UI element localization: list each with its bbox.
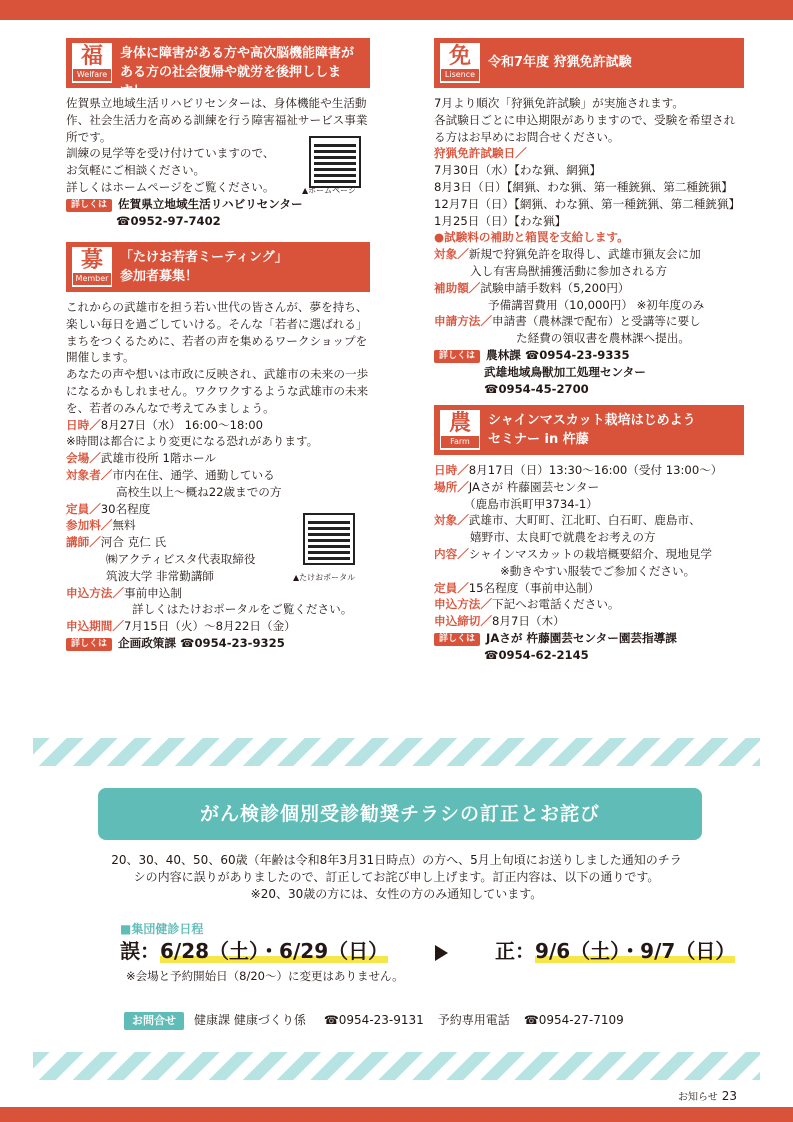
member-body: あなたの声や想いは市政に反映され、武雄市の未来の一歩になるかもしれません。ワクワクするような武雄市の未来を、若者のみんなで考えてみましょう。 xyxy=(66,367,369,415)
decorative-stripe-top xyxy=(33,738,760,766)
member-capacity: 30名程度 xyxy=(100,501,151,516)
correction-title: がん検診個別受診勧奨チラシの訂正とお詫び xyxy=(98,788,702,840)
license-target: 新規で狩猟免許を取得し、武雄市猟友会に加 xyxy=(468,247,701,262)
farm-target: 武雄市、大町町、江北町、白石町、鹿島市、 xyxy=(468,513,701,528)
farm-venue-label: 場所／ xyxy=(434,479,469,494)
top-accent-bar xyxy=(0,0,793,20)
correction-note: ※会場と予約開始日（8/20～）に変更はありません。 xyxy=(126,969,404,983)
farm-venue: （鹿島市浜町甲3734-1） xyxy=(464,496,598,511)
license-header xyxy=(434,38,744,88)
farm-venue: JAさが 杵藤園芸センター xyxy=(468,479,600,494)
detail-tag: 詳しくは xyxy=(434,350,480,363)
license-exam-date: 7月30日（水）【わな猟、網猟】 xyxy=(434,163,602,178)
member-lecturer: 筑波大学 非常勤講師 xyxy=(106,568,215,583)
farm-title xyxy=(488,411,738,449)
contact-tag: お問合せ xyxy=(124,1012,184,1030)
contact-tel: ☎0954-23-9131 xyxy=(323,1013,424,1027)
license-badge xyxy=(440,43,480,83)
license-target: 入し有害鳥獣捕獲活動に参加される方 xyxy=(470,263,668,278)
license-amount: 試験申請手数料（5,200円） xyxy=(480,280,630,295)
welfare-body: 詳しくはホームページをご覧ください。 xyxy=(66,179,275,194)
member-target-label: 対象者／ xyxy=(66,467,113,482)
member-title-line: 参加者募集！ xyxy=(120,269,199,284)
license-eng: Lisence xyxy=(441,69,479,81)
correction-contact xyxy=(124,1011,624,1030)
farm-apply-label: 申込方法／ xyxy=(434,597,492,612)
member-contact: 企画政策課 ☎0954-23-9325 xyxy=(118,635,285,650)
license-apply-label: 申請方法／ xyxy=(434,314,492,329)
license-apply: た経費の領収書を農林課へ提出。 xyxy=(516,331,690,346)
farm-contact: ☎0954-62-2145 xyxy=(484,647,589,662)
page-footer xyxy=(678,1088,737,1103)
arrow-right-icon xyxy=(435,945,448,961)
member-fee: 無料 xyxy=(112,518,136,533)
farm-target: 嬉野市、太良町で就農をお考えの方 xyxy=(470,530,656,545)
farm-section xyxy=(434,405,744,664)
license-exam-label: 狩猟免許試験日／ xyxy=(434,146,527,161)
welfare-kanji: 福 xyxy=(80,43,103,69)
license-apply: 申請書（農林課で配布）と受講等に要し xyxy=(491,314,701,329)
farm-title-line: セミナー in 杵藤 xyxy=(488,432,589,447)
member-capacity-label: 定員／ xyxy=(66,501,101,516)
member-date-label: 日時／ xyxy=(66,417,101,432)
welfare-contact-tel: ☎0952-97-7402 xyxy=(116,213,221,228)
license-contact: 農林課 ☎0954-23-9335 xyxy=(486,347,630,362)
member-qr-caption: ▲たけおポータル xyxy=(293,573,356,582)
member-badge xyxy=(72,247,112,287)
license-target-label: 対象／ xyxy=(434,247,469,262)
farm-capacity: 15名程度（事前申込制） xyxy=(468,580,600,595)
welfare-contact-name: 佐賀県立地域生活リハビリセンター xyxy=(118,196,303,211)
correction-text: ※20、30歳の方には、女性の方のみ通知しています。 xyxy=(250,887,543,901)
farm-kanji: 農 xyxy=(448,410,471,436)
date-correction xyxy=(120,936,735,966)
member-target: 市内在住、通学、通勤している xyxy=(112,467,275,482)
contact-reservation-label: 予約専用電話 xyxy=(437,1013,510,1027)
schedule-label: ■集団健診日程 xyxy=(120,922,204,936)
member-lecturer: ㈱アクティビスタ代表取締役 xyxy=(106,551,256,566)
member-period: 7月15日（火）～8月22日（金） xyxy=(123,619,296,634)
member-lecturer: 河合 克仁 氏 xyxy=(100,535,167,550)
member-date-note: ※時間は都合により変更になる恐れがあります。 xyxy=(66,434,319,449)
license-amount-label: 補助額／ xyxy=(434,280,481,295)
member-date: 8月27日（水） 16:00～18:00 xyxy=(100,417,263,432)
correction-text: シの内容に誤りがありましたので、訂正してお詫び申し上げます。訂正内容は、以下の通りです。 xyxy=(133,870,660,884)
license-amount: 予備講習費用（10,000円） ※初年度のみ xyxy=(488,297,705,312)
wrong-dates: 6/28（土）・6/29（日） xyxy=(160,939,389,963)
license-body: 7月より順次「狩猟免許試験」が実施されます。 xyxy=(434,96,684,110)
contact-reservation-tel: ☎0954-27-7109 xyxy=(523,1013,624,1027)
welfare-section xyxy=(66,38,370,229)
member-qr-code[interactable] xyxy=(305,515,353,563)
farm-deadline: 8月7日（木） xyxy=(491,614,565,629)
farm-content: シャインマスカットの栽培概要紹介、現地見学 xyxy=(468,546,712,561)
farm-contact: JAさが 杵藤園芸センター園芸指導課 xyxy=(486,630,677,645)
welfare-body: お気軽にご相談ください。 xyxy=(66,163,206,178)
license-title: 令和7年度 狩猟免許試験 xyxy=(488,55,632,70)
license-body: 各試験日ごとに申込期限がありますので、受験を希望される方はお早めにお問合せください。 xyxy=(434,112,736,144)
farm-title-line: シャインマスカット栽培はじめよう xyxy=(488,413,696,428)
member-body: これからの武雄市を担う若い世代の皆さんが、夢を持ち、楽しい毎日を過ごしていける。そんな「若者に選ばれる」まちをつくるために、若者の声を集めるワークショップを開催します。 xyxy=(66,300,368,365)
detail-tag: 詳しくは xyxy=(66,638,112,651)
license-contact: 武雄地域鳥獣加工処理センター xyxy=(484,364,646,379)
member-kanji: 募 xyxy=(80,247,103,273)
welfare-badge xyxy=(72,43,112,83)
farm-deadline-label: 申込締切／ xyxy=(434,614,492,629)
member-apply: 詳しくはたけおポータルをご覧ください。 xyxy=(132,602,353,617)
license-exam-date: 8月3日（日）【網猟、わな猟、第一種銃猟、第二種銃猟】 xyxy=(434,179,733,194)
right-label: 正： xyxy=(495,939,536,963)
license-subsidy-head: ●試験料の補助と箱罠を支給します。 xyxy=(434,230,629,245)
welfare-title: 身体に障害がある方や高次脳機能障害がある方の社会復帰や就労を後押しします！ xyxy=(120,46,355,99)
welfare-qr-code[interactable] xyxy=(311,138,359,186)
welfare-eng: Welfare xyxy=(73,69,111,81)
farm-header xyxy=(434,405,744,455)
member-venue: 武雄市役所 1階ホール xyxy=(100,451,216,466)
correction-text: 20、30、40、50、60歳（年齢は令和8年3月31日時点）の方へ、5月上旬頃にお送りしました通知のチラ xyxy=(111,853,682,867)
farm-eng: Farm xyxy=(441,436,479,448)
bottom-accent-bar xyxy=(0,1107,793,1122)
license-exam-date: 12月7日（日）【網猟、わな猟、第一種銃猟、第二種銃猟】 xyxy=(434,196,741,211)
farm-date-label: 日時／ xyxy=(434,463,469,477)
correction-notice xyxy=(60,852,733,903)
detail-tag: 詳しくは xyxy=(434,633,480,646)
welfare-body: 佐賀県立地域生活リハビリセンターは、身体機能や生活動作、社会生活力を高める訓練を行う障害福祉サービス事業所です。 xyxy=(66,96,368,144)
member-fee-label: 参加料／ xyxy=(66,518,113,533)
license-kanji: 免 xyxy=(448,43,471,69)
license-section xyxy=(434,38,744,397)
member-apply-label: 申込方法／ xyxy=(66,585,124,600)
page-number: 23 xyxy=(721,1089,737,1103)
member-section xyxy=(66,242,370,652)
contact-dept: 健康課 健康づくり係 xyxy=(194,1013,306,1027)
farm-content: ※動きやすい服装でご参加ください。 xyxy=(500,563,696,578)
detail-tag: 詳しくは xyxy=(66,199,112,212)
welfare-qr-caption: ▲ホームページ xyxy=(302,186,356,195)
farm-target-label: 対象／ xyxy=(434,513,469,528)
license-contact: ☎0954-45-2700 xyxy=(484,381,589,396)
farm-apply: 下記へお電話ください。 xyxy=(491,597,620,612)
member-apply: 事前申込制 xyxy=(123,585,182,600)
welfare-body: 訓練の見学等を受け付けていますので、 xyxy=(66,146,275,161)
farm-content-label: 内容／ xyxy=(434,546,469,561)
member-header xyxy=(66,242,370,292)
license-exam-date: 1月25日（日）【わな猟】 xyxy=(434,213,567,228)
farm-capacity-label: 定員／ xyxy=(434,580,469,595)
welfare-header xyxy=(66,38,370,99)
farm-date: 8月17日（日）13:30～16:00（受付 13:00～） xyxy=(468,463,723,477)
member-period-label: 申込期間／ xyxy=(66,619,124,634)
decorative-stripe-bottom xyxy=(33,1052,760,1080)
farm-badge xyxy=(440,410,480,450)
member-target: 高校生以上～概ね22歳までの方 xyxy=(116,484,282,499)
member-eng: Member xyxy=(73,273,111,285)
correct-dates: 9/6（土）・9/7（日） xyxy=(535,939,736,963)
member-venue-label: 会場／ xyxy=(66,451,101,466)
member-title xyxy=(120,248,364,286)
footer-label: お知らせ xyxy=(678,1092,718,1103)
member-title-line: 「たけお若者ミーティング」 xyxy=(120,250,288,265)
member-lecturer-label: 講師／ xyxy=(66,535,101,550)
wrong-label: 誤： xyxy=(120,939,160,963)
